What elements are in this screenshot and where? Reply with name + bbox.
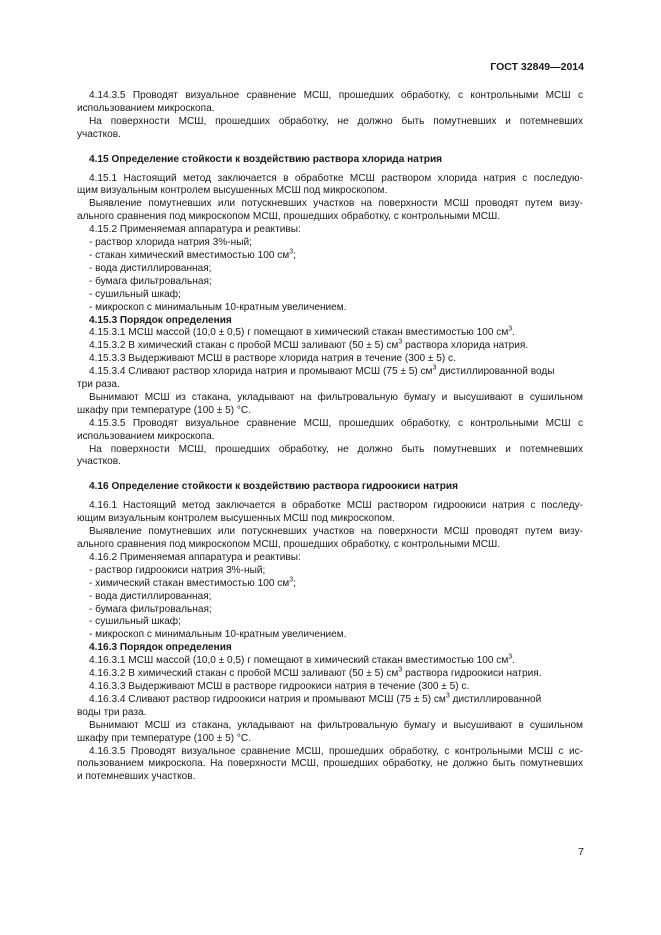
list-item: - вода дистиллированная; — [89, 262, 212, 274]
superscript: 3 — [445, 692, 450, 700]
list-item: - бумага фильтровальная; — [89, 275, 212, 287]
list-item: - микроскоп с минимальным 10-кратным увеличением. — [89, 629, 347, 641]
text: ; — [293, 577, 296, 589]
list-item: - сушильный шкаф; — [89, 288, 181, 300]
text: дистиллированной — [449, 693, 542, 705]
paragraph-line: воды три раза. — [77, 706, 147, 718]
spacer — [77, 469, 583, 481]
paragraph-line: использованием микроскопа. — [77, 430, 215, 442]
list-item: - раствор хлорида натрия 3%-ный; — [89, 237, 252, 249]
superscript: 3 — [432, 364, 437, 372]
paragraph-line: Выявление помутневших или потускневших участков на поверхности МСШ проводят путем визу- — [89, 526, 583, 538]
paragraph-line: ального сравнения под микроскопом МСШ, прошедших обработку, с контрольными МСШ. — [77, 211, 501, 223]
paragraph-line: и потемневших участков. — [77, 771, 196, 783]
spacer — [77, 142, 583, 154]
document-code: ГОСТ 32849—2014 — [490, 61, 584, 73]
superscript: 3 — [289, 576, 294, 584]
text: 4.14.3.5 Проводят визуальное сравнение МСШ, прошедших обработку, с контрольными МСШ с — [89, 90, 583, 101]
page-number: 7 — [578, 846, 584, 858]
paragraph-line: 4.16.2 Применяемая аппаратура и реактивы: — [89, 551, 301, 563]
text: - химический стакан вместимостью 100 см — [89, 577, 290, 589]
paragraph-line: 4.15.1 Настоящий метод заключается в обработке МСШ раствором хлорида натрия с последую- — [89, 172, 583, 184]
paragraph-line: Вынимают МСШ из стакана, укладывают на фильтровальную бумагу и высушивают в сушильном — [89, 719, 583, 731]
text: - стакан химический вместимостью 100 см — [89, 249, 290, 261]
paragraph-line: три раза. — [77, 379, 120, 391]
paragraph-line: шкафу при температуре (100 ± 5) °С. — [77, 732, 252, 744]
paragraph-line: участков. — [77, 456, 121, 468]
subsection-heading: 4.16.3 Порядок определения — [89, 642, 232, 654]
text: дистиллированной воды — [436, 366, 555, 378]
superscript: 3 — [289, 248, 294, 256]
paragraph-line: шкафу при температуре (100 ± 5) °С. — [77, 404, 252, 416]
paragraph-line: щим визуальным контролем высушенных МСШ под микроскопом. — [77, 185, 388, 197]
page-content — [77, 90, 583, 784]
paragraph-line: Выявление помутневших или потускневших участков на поверхности МСШ проводят путем визу- — [89, 198, 583, 210]
text: 4.16.3.4 Сливают раствор гидроокиси натрия и промывают МСШ (75 ± 5) см — [89, 693, 446, 705]
paragraph-line: 4.16.3.5 Проводят визуальное сравнение МСШ, прошедших обработку, с контрольными МСШ с ис- — [89, 745, 583, 757]
text: ; — [293, 249, 296, 261]
paragraph-line: использованием микроскопа. — [77, 102, 215, 114]
paragraph-line: 4.16.3.3 Выдерживают МСШ в растворе гидроокиси натрия в течение (300 ± 5) с. — [89, 680, 470, 692]
paragraph-line: 4.15.3.3 Выдерживают МСШ в растворе хлорида натрия в течение (300 ± 5) с. — [89, 353, 456, 365]
paragraph-line: ющим визуальным контролем высушенных МСШ под микроскопом. — [77, 513, 395, 525]
paragraph-line — [77, 694, 583, 707]
superscript: 3 — [398, 338, 403, 346]
list-item: - бумага фильтровальная; — [89, 603, 212, 615]
list-item: - микроскоп с минимальным 10-кратным увеличением. — [89, 301, 347, 313]
text: 4.16.3.2 В химический стакан с пробой МСШ заливают (50 ± 5) см — [89, 668, 399, 680]
list-item: - сушильный шкаф; — [89, 616, 181, 628]
paragraph-line: пользованием микроскопа. На поверхности МСШ, прошедших обработку, не должно быть помутневших — [77, 758, 583, 770]
paragraph-line: ального сравнения под микроскопом МСШ, прошедших обработку, с контрольными МСШ. — [77, 539, 501, 550]
section-heading: 4.16 Определение стойкости к воздействию раствора гидроокиси натрия — [89, 481, 458, 493]
paragraph-line: участков. — [77, 128, 121, 140]
paragraph-line — [77, 655, 583, 668]
list-item: - раствор гидроокиси натрия 3%-ный; — [89, 564, 266, 576]
text: 4.15.3.4 Сливают раствор хлорида натрия и промывают МСШ (75 ± 5) см — [89, 366, 433, 378]
paragraph-line: 4.16.1 Настоящий метод заключается в обработке МСШ раствором гидроокиси натрия с последу- — [89, 500, 583, 512]
text: . — [512, 655, 515, 667]
text: 4.15.3.1 МСШ массой (10,0 ± 0,5) г помещают в химический стакан вместимостью 100 см — [89, 327, 509, 339]
paragraph-line: 4.15.2 Применяемая аппаратура и реактивы: — [89, 224, 301, 236]
paragraph-line: Вынимают МСШ из стакана, укладывают на фильтровальную бумагу и высушивают в сушильном — [89, 391, 583, 403]
paragraph-line — [77, 327, 583, 340]
superscript: 3 — [508, 653, 513, 661]
paragraph-line: 4.15.3.5 Проводят визуальное сравнение МСШ, прошедших обработку, с контрольными МСШ с — [89, 417, 583, 429]
subsection-heading: 4.15.3 Порядок определения — [89, 314, 232, 326]
text: раствора хлорида натрия. — [402, 340, 529, 352]
paragraph-line — [77, 90, 583, 103]
list-item — [77, 578, 583, 591]
list-item — [77, 250, 583, 263]
paragraph-line: На поверхности МСШ, прошедших обработку, не должно быть помутневших и потемневших — [89, 115, 583, 127]
paragraph-line — [77, 668, 583, 681]
superscript: 3 — [508, 326, 513, 334]
section-heading: 4.15 Определение стойкости к воздействию раствора хлорида натрия — [89, 153, 443, 165]
text: раствора гидроокиси натрия. — [402, 668, 542, 680]
text: 4.15.3.2 В химический стакан с пробой МСШ заливают (50 ± 5) см — [89, 340, 399, 352]
text: . — [512, 327, 515, 339]
paragraph-line: На поверхности МСШ, прошедших обработку, не должно быть помутневших и потемневших — [89, 443, 583, 455]
superscript: 3 — [398, 666, 403, 674]
paragraph-line — [77, 340, 583, 353]
text: 4.16.3.1 МСШ массой (10,0 ± 0,5) г помещают в химический стакан вместимостью 100 см — [89, 655, 509, 667]
paragraph-line — [77, 366, 583, 379]
list-item: - вода дистиллированная; — [89, 590, 212, 602]
